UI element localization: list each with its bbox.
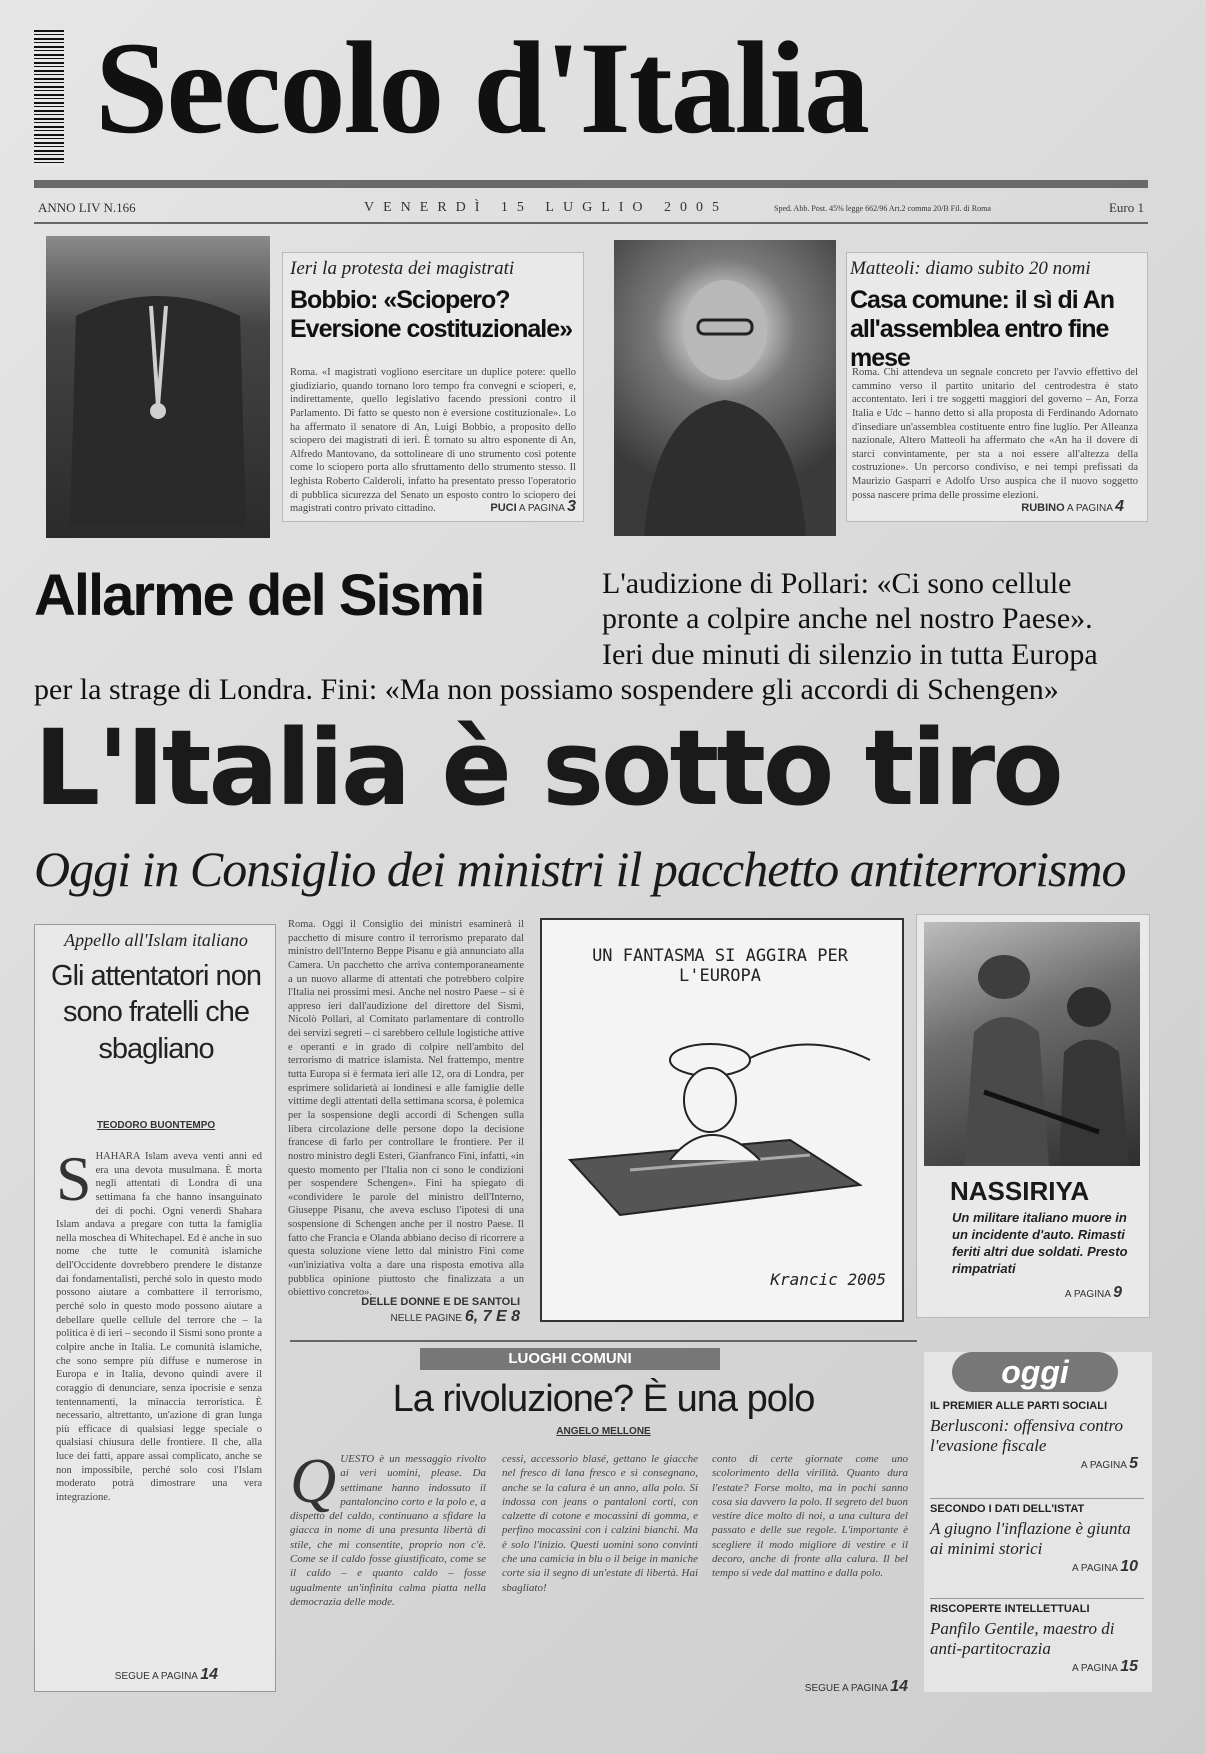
oggi-item-3-ref: A PAGINA (1072, 1663, 1118, 1675)
flying-carpet-drawing (560, 990, 880, 1230)
luoghi-col1-text: UESTO è un messaggio rivolto ai veri uomini, please. Da settimane hanno indossato il pantaloncino corto e la polo e, a dispetto del caldo, continuano a sfidare la giacca in nome di una presunta libertà di stile, che mi consentite, proprio non c'è. Come se il caldo fosse giustificato, come se il caldo – e quanto caldo – fosse ugualmente un'infinita calma piatta nella democrazia delle mode. (290, 1453, 486, 1608)
oggi-item-1-section: IL PREMIER ALLE PARTI SOCIALI (930, 1400, 1108, 1412)
cartoon-caption: UN FANTASMA SI AGGIRA PER L'EUROPA (592, 946, 848, 986)
masthead-title: Secolo d'Italia (95, 14, 869, 161)
islam-ref-text: SEGUE A PAGINA (114, 1671, 198, 1682)
masthead-rule (34, 180, 1148, 188)
story-right-ref-text: A PAGINA (1066, 503, 1113, 514)
oggi-item-1 (930, 1400, 1144, 1473)
barcode (34, 30, 64, 166)
nassiriya-ref-page: 9 (1113, 1284, 1122, 1301)
oggi-item-2-text: A giugno l'inflazione è giunta ai minimi storici (930, 1519, 1131, 1558)
islam-body-text: HAHARA Islam aveva venti anni ed era una devota musulmana. È morta negli attentati di Londra di una settimana fa che hanno insanguinato dei di pochi. Ogni venerdì Shahara Islam andava a pregare con tutta la famiglia nella moschea di Whitechapel. Ed è anche in suo nome che tutte le comunità islamiche dell'Occidente dovrebbero prendere le distanze dai fondamentalisti, perché solo in questo modo possono aiutare a combattere il terrorismo, perché solo in questo modo possono aiutare a debellare quelle cellule del terrore che – la politica è di ieri – secondo il Sismi sono pronte a colpire anche in Italia. Le comunità islamiche, che sono sempre più diffuse e numerose in Europa e in Italia, devono quindi avere il coraggio di denunciare, senza ipocrisie e senza tentennamenti, la minaccia terroristica. È necessario, altrettanto, un'azione di gran lunga più efficace di qualsiasi legge speciale o qualsiasi chiusura delle frontiere. Il che, alla luce dei fatti, appare assai complicato, anche se non impossibile, perché solo così l'Islam moderato potrà dimostrare una vera integrazione. (56, 1151, 262, 1504)
lead-body: Roma. Oggi il Consiglio dei ministri esaminerà il pacchetto di misure contro il terrorismo preparato dal ministro dell'Interno Beppe Pisanu e già annunciato alla Camera. Un pacchetto che arriva contemporaneamente a un nuovo allarme di attentati che potrebbero colpire l'Italia nei prossimi mesi. Anche nel nostro Paese – si è appreso ieri dall'audizione del direttore del Sismi, Nicolò Pollari, al Comitato parlamentare di controllo dei servizi segreti – ci sarebbero cellule logistiche attive e operanti e in grado di colpire nell'ambito del terrorismo di matrice islamista. Nel frattempo, mentre tutta Europa si è fermata ieri alle 12, ora di Londra, per esprimere solidarietà ai londinesi e alle famiglie delle vittime degli attentati della settimana scorsa, è polemica per la sospensione degli accordi di Schengen sulla libera circolazione delle persone dopo la decisione francese di farlo per controllare le frontiere. Per il nostro ministro degli Esteri, Gianfranco Fini, infatti, «in questo momento per l'Italia non ci sono le condizioni per sospendere Schengen». Fini ha spiegato di «condividere le parole del ministro dell'Interno, Giuseppe Pisanu, che aveva escluso l'ipotesi di una sospensione di Schengen anche per il nostro Paese. Il fatto che Francia e Olanda abbiano deciso di ricorrere a questa soluzione viene letto dal ministro Fini come «un'iniziativa volta a dare una risposta emotiva alla pubblica opinione piuttosto che finalizzata a un obiettivo concreto». (288, 919, 524, 1299)
story-left-headline-line1: Bobbio: «Sciopero? (290, 286, 510, 314)
nassiriya-headline: NASSIRIYA (950, 1176, 1090, 1206)
oggi-item-3-text: Panfilo Gentile, maestro di anti-partitocrazia (930, 1619, 1115, 1658)
story-right-ref-author: RUBINO (1021, 502, 1065, 514)
oggi-label: oggi (952, 1352, 1118, 1392)
lead-ref (288, 1296, 520, 1326)
islam-body (56, 1143, 262, 1662)
luoghi-dropcap: Q (290, 1445, 337, 1516)
oggi-item-1-text: Berlusconi: offensiva contro l'evasione fiscale (930, 1416, 1123, 1455)
story-right-headline-line1: Casa comune: il sì di An (850, 286, 1115, 314)
lead-label: Allarme del Sismi (34, 563, 484, 628)
story-left-kicker: Ieri la protesta dei magistrati (290, 258, 515, 279)
luoghi-rule (290, 1340, 917, 1342)
luoghi-headline: La rivoluzione? È una polo (392, 1378, 815, 1420)
toga-photo (46, 236, 270, 538)
dateline-rule (34, 222, 1148, 224)
story-left-ref-page: 3 (567, 498, 576, 515)
islam-kicker: Appello all'Islam italiano (64, 930, 248, 950)
luoghi-col2: cessi, accessorio blasé, gettano le giacche nel fresco di lana fresco e si consegnano, anche se la calura è un anno, alla polo. Si indossa con jeans o pantaloni corti, con calzette di cotone e mocassini di gomma, e perfino mocassini con i calzini bianchi. Ma è solo l'inizio. Questi uomini sono convinti che una camicia in blu o il beige in maniche corte sia il segno di un'estate di libertà. Hai sbagliato! (502, 1453, 698, 1594)
story-left-body: Roma. «I magistrati vogliono esercitare un duplice potere: quello giudiziario, quando tornano loro tempo fra convegni e scioperi, e, indirettamente, quello legislativo facendo pressioni contro il Parlamento. Di fatto se questo non è eversione costituzionale». Lo ha affermato il senatore di An, Luigi Bobbio, a proposito dello sciopero dei magistrati di ieri. È tornato su altro esponente di An, Alfredo Mantovano, da sottolineare di uno strumento così potente come lo sciopero porta allo sfruttamento dello strumento stesso. Il leghista Roberto Calderoli, infatto ha presentato presso l'operatorio di pubblica sicurezza del Senato un esposto contro lo sciopero dei magistrati contro privato cittadino. (290, 367, 576, 515)
lead-deck (602, 566, 1182, 672)
story-right-headline-line2: all'assemblea entro fine mese (850, 314, 1109, 372)
islam-dropcap: S (56, 1143, 92, 1214)
issue-number: ANNO LIV N.166 (38, 200, 136, 215)
oggi-item-3-page: 15 (1120, 1658, 1138, 1676)
price: Euro 1 (1108, 200, 1144, 215)
lead-ref-pages: 6, 7 E 8 (464, 1308, 520, 1325)
lead-ref-authors: DELLE DONNE E DE SANTOLI (361, 1296, 520, 1308)
postal-info: Sped. Abb. Post. 45% legge 662/96 Art.2 comma 20/B Fil. di Roma (774, 204, 991, 213)
oggi-item-1-page: 5 (1129, 1455, 1138, 1473)
islam-headline: Gli attentatori non sono fratelli che sbagliano (51, 960, 261, 1065)
lead-deck-line1: L'audizione di Pollari: «Ci sono cellule (602, 567, 1072, 600)
dateline (34, 200, 1148, 222)
soldiers-illustration (924, 922, 1140, 1166)
nassiriya-ref (952, 1284, 1122, 1302)
lead-ref-text: NELLE PAGINE (390, 1313, 463, 1324)
oggi-item-3 (930, 1598, 1144, 1676)
nassiriya-ref-text: A PAGINA (1064, 1289, 1111, 1300)
luoghi-ref-page: 14 (890, 1678, 908, 1695)
islam-ref-page: 14 (200, 1666, 218, 1683)
story-left-ref-text: A PAGINA (518, 503, 565, 514)
story-left-ref-author: PUCI (490, 502, 517, 514)
oggi-item-1-ref: A PAGINA (1080, 1460, 1127, 1472)
luoghi-col1 (290, 1445, 486, 1678)
speaker-illustration (614, 240, 836, 536)
lead-deck-line2: pronte a colpire anche nel nostro Paese». (602, 602, 1093, 636)
story-right-ref-page: 4 (1115, 498, 1124, 515)
issue-date: VENERDÌ 15 LUGLIO 2005 (364, 200, 729, 215)
oggi-item-2-ref: A PAGINA (1072, 1563, 1118, 1575)
story-right-body: Roma. Chi attendeva un segnale concreto per l'avvio effettivo del cammino verso il partito unitario del centrodestra è stato accontentato. Ieri i tre soggetti maggiori del governo – An, Forza Italia e Udc – hanno detto sì alla proposta di Ferdinando Adornato d'insediare un'assemblea costituente entro fine luglio. Per Alleanza nazionale, Altero Matteoli ha affermato che «An ha il dovere di starci convintamente, per sta a noi essere all'altezza della costruzione». Un percorso condiviso, e nei tempi prefissati da Maurizio Gasparri e Adolfo Urso auspica che il nuovo soggetto possa nascere prima delle prossime elezioni. (852, 367, 1138, 501)
islam-author: TEODORO BUONTEMPO (96, 1120, 216, 1131)
story-left-headline (290, 286, 590, 344)
lead-deck-line3: Ieri due minuti di silenzio in tutta Europa (602, 637, 1098, 671)
lead-deck-line4: per la strage di Londra. Fini: «Ma non possiamo sospendere gli accordi di Schengen» (34, 673, 1059, 706)
lead-headline: L'Italia è sotto tiro (34, 707, 1061, 829)
toga-illustration (46, 236, 270, 538)
oggi-item-2 (930, 1498, 1144, 1576)
luoghi-author: ANGELO MELLONE (556, 1426, 651, 1437)
cartoon-signature: Krancic 2005 (770, 1270, 886, 1289)
story-right-kicker: Matteoli: diamo subito 20 nomi (850, 258, 1091, 279)
nassiriya-body: Un militare italiano muore in un incidente d'auto. Rimasti feriti altri due soldati. Presto rimpatriati (952, 1210, 1128, 1276)
islam-ref (56, 1666, 218, 1684)
oggi-item-2-section: SECONDO I DATI DELL'ISTAT (930, 1503, 1085, 1515)
story-left-headline-line2: Eversione costituzionale» (290, 314, 573, 343)
soldiers-photo (924, 922, 1140, 1166)
story-right-ref (852, 498, 1124, 516)
oggi-item-3-section: RISCOPERTE INTELLETTUALI (930, 1603, 1090, 1615)
story-right-headline (850, 286, 1150, 372)
story-left-ref (290, 498, 576, 516)
oggi-item-2-page: 10 (1120, 1558, 1138, 1576)
luoghi-col3: conto di certe giornate come uno scolorimento della virilità. Quanto dura l'estate? Forse molto, ma in pochi sanno cosa sia davvero la polo. Il segreto del buon vestire dice molto di noi, a una cultura del passato e delle sue regole. L'importante è scegliere il modo migliore di vestire e il decoro, anche di fronte alla calura. Il bel tempo si vede dal mattino e dalla polo. (712, 1453, 908, 1580)
luoghi-ref (712, 1678, 908, 1696)
luoghi-band: LUOGHI COMUNI (420, 1348, 720, 1370)
lead-subheadline: Oggi in Consiglio dei ministri il pacchetto antiterrorismo (34, 841, 1126, 897)
matteoli-photo (614, 240, 836, 536)
luoghi-ref-text: SEGUE A PAGINA (804, 1683, 888, 1694)
